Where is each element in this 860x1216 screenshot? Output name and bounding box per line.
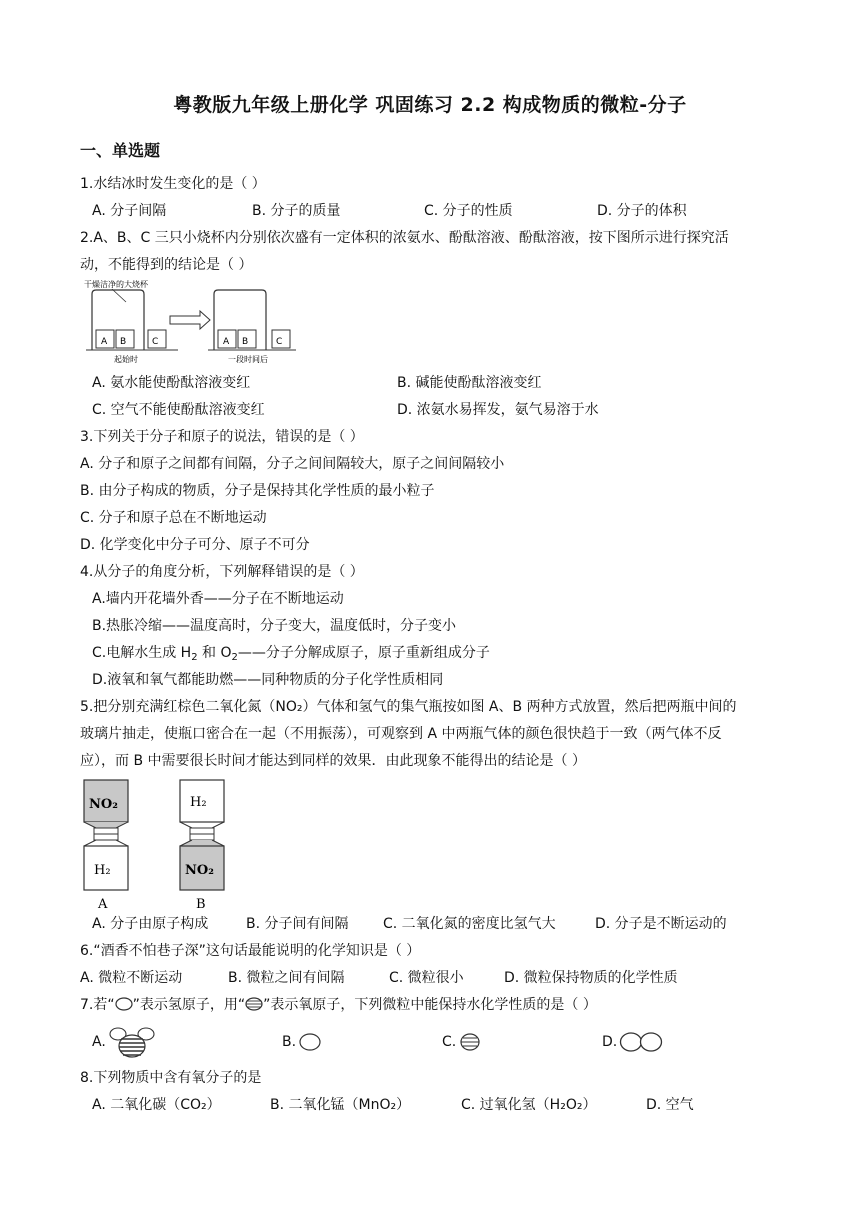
- q7-stem-part-1: 7.若“: [80, 997, 115, 1013]
- q2-beaker-diagram: [82, 278, 302, 366]
- q5-jar-a-caption: A: [98, 897, 108, 912]
- q4-option-c-text-1: C.电解水生成 H: [92, 645, 192, 661]
- q7-option-b[interactable]: B.: [282, 1034, 297, 1050]
- question-5-stem-line2: 玻璃片抽走，使瓶口密合在一起（不用振荡），可观察到 A 中两瓶气体的颜色很快趋于一致（两气体不反: [80, 726, 722, 742]
- q7-option-a-water-molecule-icon[interactable]: [108, 1026, 156, 1060]
- question-3-stem: 3.下列关于分子和原子的说法，错误的是（ ）: [80, 429, 364, 445]
- q5-option-c[interactable]: C. 二氧化氮的密度比氢气大: [383, 916, 556, 932]
- q2-option-c[interactable]: C. 空气不能使酚酞溶液变红: [92, 402, 265, 418]
- q5-jar-b-caption: B: [196, 897, 206, 912]
- q7-option-b-hydrogen-atom-icon[interactable]: [299, 1033, 321, 1051]
- q8-option-b[interactable]: B. 二氧化锰（MnO₂）: [270, 1097, 411, 1113]
- q3-option-a[interactable]: A. 分子和原子之间都有间隔，分子之间间隔较大，原子之间间隔较小: [80, 456, 505, 472]
- q2-option-b[interactable]: B. 碱能使酚酞溶液变红: [397, 375, 542, 391]
- q6-option-c[interactable]: C. 微粒很小: [389, 970, 464, 986]
- q6-option-b[interactable]: B. 微粒之间有间隔: [228, 970, 345, 986]
- q3-option-c[interactable]: C. 分子和原子总在不断地运动: [80, 510, 267, 526]
- oxygen-atom-icon: [245, 997, 263, 1011]
- q2-option-d[interactable]: D. 浓氨水易挥发，氨气易溶于水: [397, 402, 599, 418]
- q3-option-d[interactable]: D. 化学变化中分子可分、原子不可分: [80, 537, 310, 553]
- q2-beaker-c-label: C: [152, 337, 159, 347]
- q7-stem-part-2: ”表示氢原子，用“: [132, 997, 246, 1013]
- question-5-stem-line3: 应），而 B 中需要很长时间才能达到同样的效果．由此现象不能得出的结论是（ ）: [80, 753, 586, 769]
- q4-option-c-sub-1: 2: [191, 652, 198, 663]
- q7-option-d[interactable]: D.: [602, 1034, 618, 1050]
- q5-option-d[interactable]: D. 分子是不断运动的: [595, 916, 727, 932]
- q2-beaker-b-label: B: [120, 337, 127, 347]
- q6-option-d[interactable]: D. 微粒保持物质的化学性质: [504, 970, 678, 986]
- q4-option-a[interactable]: A.墙内开花墙外香——分子在不断地运动: [92, 591, 344, 607]
- q7-stem-part-3: ”表示氧原子，下列微粒中能保持水化学性质的是（ ）: [263, 997, 597, 1013]
- q2-beaker-b-label-after: B: [242, 337, 249, 347]
- q1-option-a[interactable]: A. 分子间隔: [92, 203, 167, 219]
- question-5-stem-line1: 5.把分别充满红棕色二氧化氮（NO₂）气体和氢气的集气瓶按如图 A、B 两种方式放置，然后把两瓶中间的: [80, 699, 737, 715]
- q5-jar-a-top-label: NO₂: [89, 797, 118, 812]
- question-7-stem: [80, 995, 597, 1015]
- question-4-stem: 4.从分子的角度分析，下列解释错误的是（ ）: [80, 564, 364, 580]
- q4-option-b[interactable]: B.热胀冷缩——温度高时，分子变大，温度低时，分子变小: [92, 618, 457, 634]
- q4-option-c[interactable]: [92, 643, 490, 668]
- q4-option-d[interactable]: D.液氧和氧气都能助燃——同种物质的分子化学性质相同: [92, 672, 444, 688]
- page-title: 粤教版九年级上册化学 巩固练习 2.2 构成物质的微粒-分子: [173, 94, 687, 116]
- q5-gas-jars-diagram: [80, 778, 230, 912]
- q5-jar-b-top-label: H₂: [190, 795, 207, 810]
- q5-jar-a-bottom-label: H₂: [94, 863, 111, 878]
- q2-caption-after: 一段时间后: [228, 355, 268, 364]
- q8-option-d[interactable]: D. 空气: [646, 1097, 694, 1113]
- q8-option-c[interactable]: C. 过氧化氢（H₂O₂）: [461, 1097, 597, 1113]
- question-6-stem: 6.“酒香不怕巷子深”这句话最能说明的化学知识是（ ）: [80, 943, 421, 959]
- q4-option-c-text-2: 和 O: [197, 645, 232, 661]
- q2-option-a[interactable]: A. 氨水能使酚酞溶液变红: [92, 375, 251, 391]
- q6-option-a[interactable]: A. 微粒不断运动: [80, 970, 183, 986]
- hydrogen-atom-icon: [115, 997, 133, 1011]
- q2-beaker-c-label-after: C: [276, 337, 283, 347]
- q2-figure-top-label: 干燥洁净的大烧杯: [84, 280, 148, 289]
- q4-option-c-text-3: ——分子分解成原子，原子重新组成分子: [237, 645, 490, 661]
- q5-jar-b-bottom-label: NO₂: [185, 863, 214, 878]
- q2-beaker-a-label: A: [101, 337, 108, 347]
- question-8-stem: 8.下列物质中含有氧分子的是: [80, 1070, 262, 1086]
- q1-option-b[interactable]: B. 分子的质量: [252, 203, 341, 219]
- q8-option-a[interactable]: A. 二氧化碳（CO₂）: [92, 1097, 221, 1113]
- q3-option-b[interactable]: B. 由分子构成的物质，分子是保持其化学性质的最小粒子: [80, 483, 435, 499]
- question-2-stem-line2: 动，不能得到的结论是（ ）: [80, 257, 253, 273]
- section-heading: 一、单选题: [80, 141, 161, 160]
- q2-caption-start: 起始时: [114, 355, 138, 364]
- q7-option-d-hydrogen-molecule-icon[interactable]: [619, 1031, 663, 1053]
- q5-option-b[interactable]: B. 分子间有间隔: [246, 916, 349, 932]
- q5-option-a[interactable]: A. 分子由原子构成: [92, 916, 209, 932]
- question-2-stem-line1: 2.A、B、C 三只小烧杯内分别依次盛有一定体积的浓氨水、酚酞溶液、酚酞溶液，按下图所示进行探究活: [80, 230, 729, 246]
- q1-option-d[interactable]: D. 分子的体积: [597, 203, 687, 219]
- q7-option-c-oxygen-atom-icon[interactable]: [459, 1033, 481, 1051]
- q7-option-c[interactable]: C.: [442, 1034, 457, 1050]
- q2-beaker-a-label-after: A: [223, 337, 230, 347]
- question-1-stem: 1.水结冰时发生变化的是（ ）: [80, 176, 266, 192]
- q4-option-c-sub-2: 2: [231, 652, 238, 663]
- q7-option-a[interactable]: A.: [92, 1034, 106, 1050]
- q1-option-c[interactable]: C. 分子的性质: [424, 203, 513, 219]
